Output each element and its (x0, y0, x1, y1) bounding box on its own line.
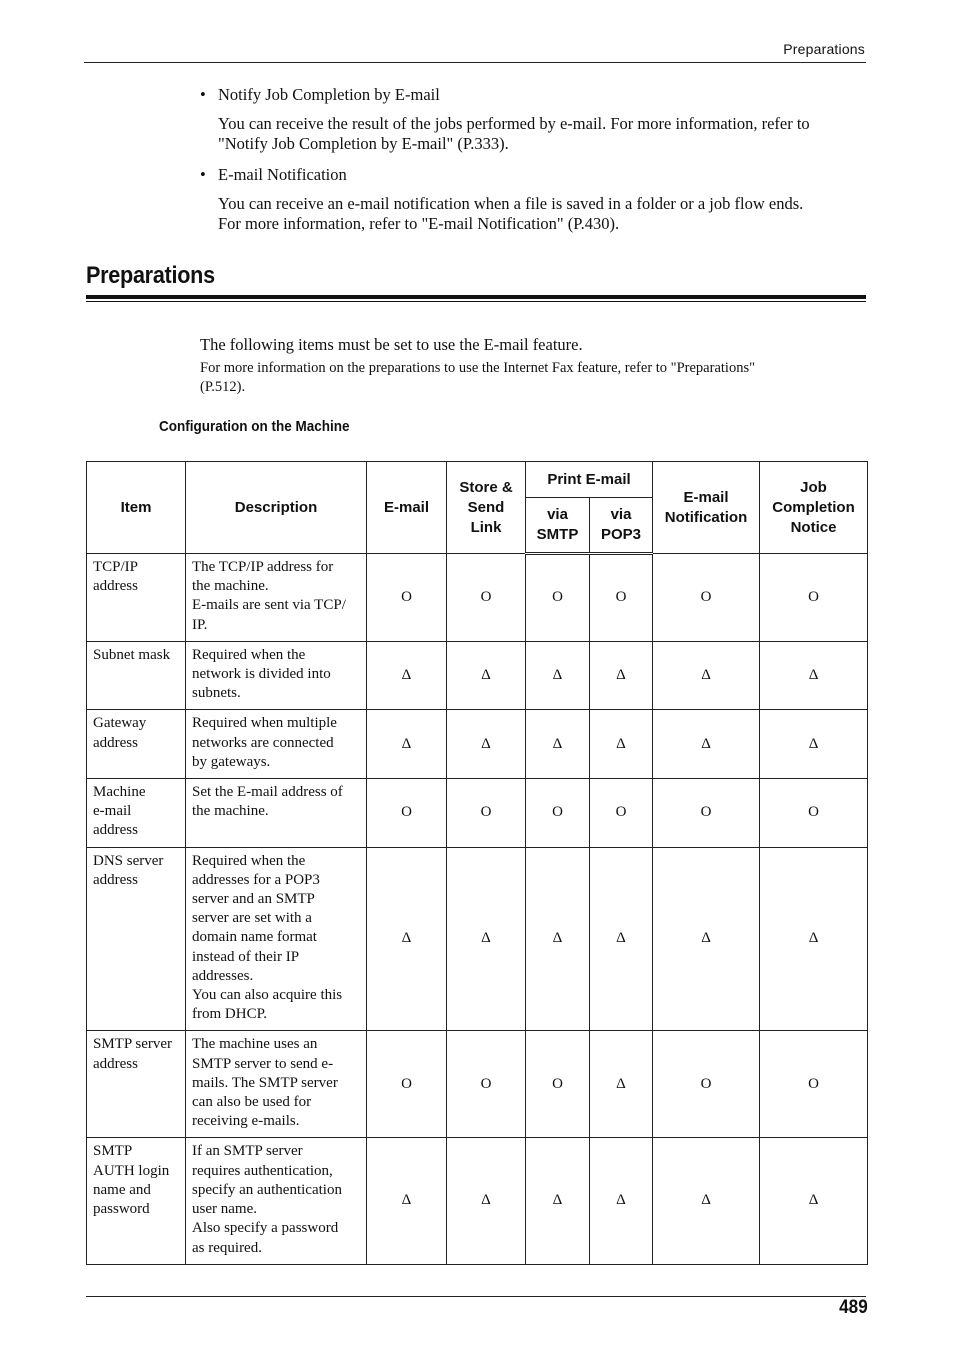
cell-requirement-mark: Δ (653, 641, 760, 710)
subheading: Configuration on the Machine (159, 418, 350, 435)
bullet-text-line: For more information, refer to "E-mail Notification" (P.430). (218, 214, 620, 233)
table-row (87, 1138, 868, 1264)
cell-line: DNS server (93, 852, 164, 869)
cell-item (87, 1031, 186, 1138)
table-body (87, 554, 868, 1265)
intro-block (200, 335, 866, 397)
cell-requirement-mark: O (653, 779, 760, 848)
cell-line: Required when multiple (192, 715, 337, 732)
cell-line: receiving e-mails. (192, 1113, 300, 1130)
cell-requirement-mark: Δ (760, 847, 868, 1031)
cell-requirement-mark: O (526, 779, 590, 848)
cell-requirement-mark: O (447, 1031, 526, 1138)
footer-divider (86, 1296, 866, 1297)
cell-line: SMTP (93, 1143, 133, 1160)
cell-requirement-mark: Δ (447, 641, 526, 710)
cell-line: Machine (93, 784, 146, 801)
cell-requirement-mark: Δ (590, 710, 653, 779)
cell-line: by gateways. (192, 753, 271, 770)
bullet-text-line: You can receive the result of the jobs performed by e-mail. For more information, refer to (218, 114, 810, 133)
cell-requirement-mark: Δ (590, 1138, 653, 1264)
cell-description (186, 1031, 367, 1138)
cell-line: user name. (192, 1201, 257, 1218)
configuration-table (86, 461, 868, 1265)
bullet-title: Notify Job Completion by E-mail (218, 85, 440, 104)
cell-line: server and an SMTP (192, 891, 315, 908)
header-line: via (547, 506, 568, 523)
header-line: via (610, 506, 632, 523)
cell-requirement-mark: Δ (653, 847, 760, 1031)
cell-requirement-mark: Δ (526, 1138, 590, 1264)
cell-line: Subnet mask (93, 646, 171, 663)
bullet-heading (200, 85, 866, 105)
intro-note-line: For more information on the preparations to use the Internet Fax feature, refer to "Preparations" (200, 360, 756, 376)
cell-requirement-mark: O (447, 554, 526, 642)
bullet-text-line: You can receive an e-mail notification when a file is saved in a folder or a job flow ends. (218, 194, 804, 213)
bullet-notify-job-completion (200, 85, 866, 154)
cell-description (186, 847, 367, 1031)
cell-requirement-mark: O (367, 554, 447, 642)
table-row (87, 779, 868, 848)
table-row (87, 710, 868, 779)
cell-line: SMTP server (93, 1036, 173, 1053)
bullet-dot: • (200, 165, 206, 184)
header-job-completion-notice (760, 462, 868, 554)
cell-description (186, 554, 367, 642)
cell-line: You can also acquire this (192, 987, 343, 1004)
cell-requirement-mark: Δ (760, 1138, 868, 1264)
cell-requirement-mark: O (526, 554, 590, 642)
cell-item (87, 779, 186, 848)
cell-requirement-mark: Δ (447, 1138, 526, 1264)
cell-line: network is divided into (192, 666, 331, 683)
header-line: Notice (790, 518, 837, 536)
cell-line: SMTP server to send e- (192, 1055, 334, 1072)
header-line: Send (467, 498, 505, 516)
cell-description (186, 710, 367, 779)
bullet-heading (200, 165, 866, 185)
cell-requirement-mark: Δ (526, 710, 590, 779)
header-line: POP3 (600, 526, 642, 543)
header-item: Item (87, 462, 186, 554)
intro-text: The following items must be set to use the E-mail feature. (200, 335, 583, 354)
cell-line: address (93, 734, 138, 751)
intro-note (200, 359, 866, 397)
cell-line: AUTH login (93, 1162, 170, 1179)
header-line: Link (470, 518, 502, 536)
header-line: SMTP (536, 526, 579, 543)
cell-line: E-mails are sent via TCP/ (192, 597, 346, 614)
cell-requirement-mark: Δ (653, 1138, 760, 1264)
table-row (87, 554, 868, 642)
cell-requirement-mark: Δ (367, 641, 447, 710)
cell-requirement-mark: O (653, 554, 760, 642)
cell-requirement-mark: O (526, 1031, 590, 1138)
bullet-title: E-mail Notification (218, 165, 347, 184)
cell-item (87, 710, 186, 779)
cell-requirement-mark: Δ (367, 1138, 447, 1264)
cell-line: IP. (192, 616, 208, 633)
cell-line: requires authentication, (192, 1162, 333, 1179)
cell-requirement-mark: Δ (367, 710, 447, 779)
cell-requirement-mark: Δ (526, 641, 590, 710)
header-line: Store & (459, 478, 513, 496)
cell-requirement-mark: Δ (367, 847, 447, 1031)
cell-requirement-mark: O (760, 1031, 868, 1138)
cell-line: addresses for a POP3 (192, 871, 320, 888)
header-line: Completion (772, 498, 855, 516)
header-via-pop3 (590, 498, 653, 554)
cell-line: addresses. (192, 967, 254, 984)
intro-note-line: (P.512). (200, 379, 246, 395)
cell-line: The TCP/IP address for (192, 559, 334, 575)
cell-item (87, 847, 186, 1031)
header-line: Notification (664, 508, 748, 526)
cell-line: address (93, 822, 138, 839)
title-rule-thin (86, 301, 866, 302)
cell-line: name and (93, 1181, 151, 1198)
table-row (87, 847, 868, 1031)
cell-requirement-mark: Δ (590, 847, 653, 1031)
cell-requirement-mark: O (760, 779, 868, 848)
cell-line: Required when the (192, 852, 306, 869)
cell-line: address (93, 578, 138, 595)
cell-line: Required when the (192, 646, 306, 663)
cell-description (186, 1138, 367, 1264)
cell-requirement-mark: Δ (447, 710, 526, 779)
header-divider (84, 62, 866, 63)
cell-item (87, 641, 186, 710)
cell-line: domain name format (192, 929, 317, 946)
cell-line: from DHCP. (192, 1006, 268, 1023)
header-via-smtp (526, 498, 590, 554)
cell-requirement-mark: Δ (760, 641, 868, 710)
cell-line: instead of their IP (192, 948, 300, 965)
cell-requirement-mark: O (367, 1031, 447, 1138)
cell-line: address (93, 1055, 138, 1072)
cell-description (186, 641, 367, 710)
cell-requirement-mark: O (590, 779, 653, 848)
cell-requirement-mark: Δ (653, 710, 760, 779)
page-number: 489 (839, 1297, 868, 1318)
cell-requirement-mark: O (653, 1031, 760, 1138)
cell-requirement-mark: Δ (590, 641, 653, 710)
bullet-body (218, 194, 866, 234)
cell-line: If an SMTP server (192, 1143, 303, 1160)
section-title: Preparations (86, 262, 215, 289)
cell-requirement-mark: O (367, 779, 447, 848)
title-rule (86, 295, 866, 299)
cell-requirement-mark: Δ (526, 847, 590, 1031)
cell-line: the machine. (192, 578, 269, 595)
cell-line: mails. The SMTP server (192, 1074, 338, 1091)
header-line: E-mail (683, 488, 729, 506)
cell-description (186, 779, 367, 848)
cell-line: password (93, 1201, 150, 1218)
cell-line: specify an authentication (192, 1181, 342, 1198)
cell-requirement-mark: O (760, 554, 868, 642)
cell-line: Also specify a password (192, 1220, 339, 1237)
cell-requirement-mark: Δ (760, 710, 868, 779)
cell-line: server are set with a (192, 910, 312, 927)
cell-line: TCP/IP (93, 559, 139, 575)
cell-requirement-mark: Δ (447, 847, 526, 1031)
header-email: E-mail (367, 462, 447, 554)
cell-item (87, 554, 186, 642)
cell-line: can also be used for (192, 1094, 312, 1111)
bullet-dot: • (200, 85, 206, 104)
running-header: Preparations (783, 41, 865, 57)
cell-line: Set the E-mail address of (192, 784, 343, 801)
cell-line: Gateway (93, 715, 147, 732)
table-row (87, 641, 868, 710)
cell-line: The machine uses an (192, 1036, 318, 1053)
cell-line: address (93, 871, 138, 888)
header-line: Job (800, 478, 827, 496)
header-description: Description (186, 462, 367, 554)
cell-requirement-mark: Δ (590, 1031, 653, 1138)
header-store-send-link (447, 462, 526, 554)
header-email-notification (653, 462, 760, 554)
cell-line: as required. (192, 1239, 262, 1256)
cell-line: subnets. (192, 685, 241, 702)
cell-line: the machine. (192, 803, 269, 820)
cell-requirement-mark: O (447, 779, 526, 848)
cell-line: e-mail (93, 803, 132, 820)
bullet-text-line: "Notify Job Completion by E-mail" (P.333). (218, 134, 509, 153)
cell-item (87, 1138, 186, 1264)
cell-requirement-mark: O (590, 554, 653, 642)
bullet-body (218, 114, 866, 154)
header-print-email: Print E-mail (526, 462, 653, 498)
bullet-email-notification (200, 165, 866, 234)
cell-line: networks are connected (192, 734, 334, 751)
table-row (87, 1031, 868, 1138)
